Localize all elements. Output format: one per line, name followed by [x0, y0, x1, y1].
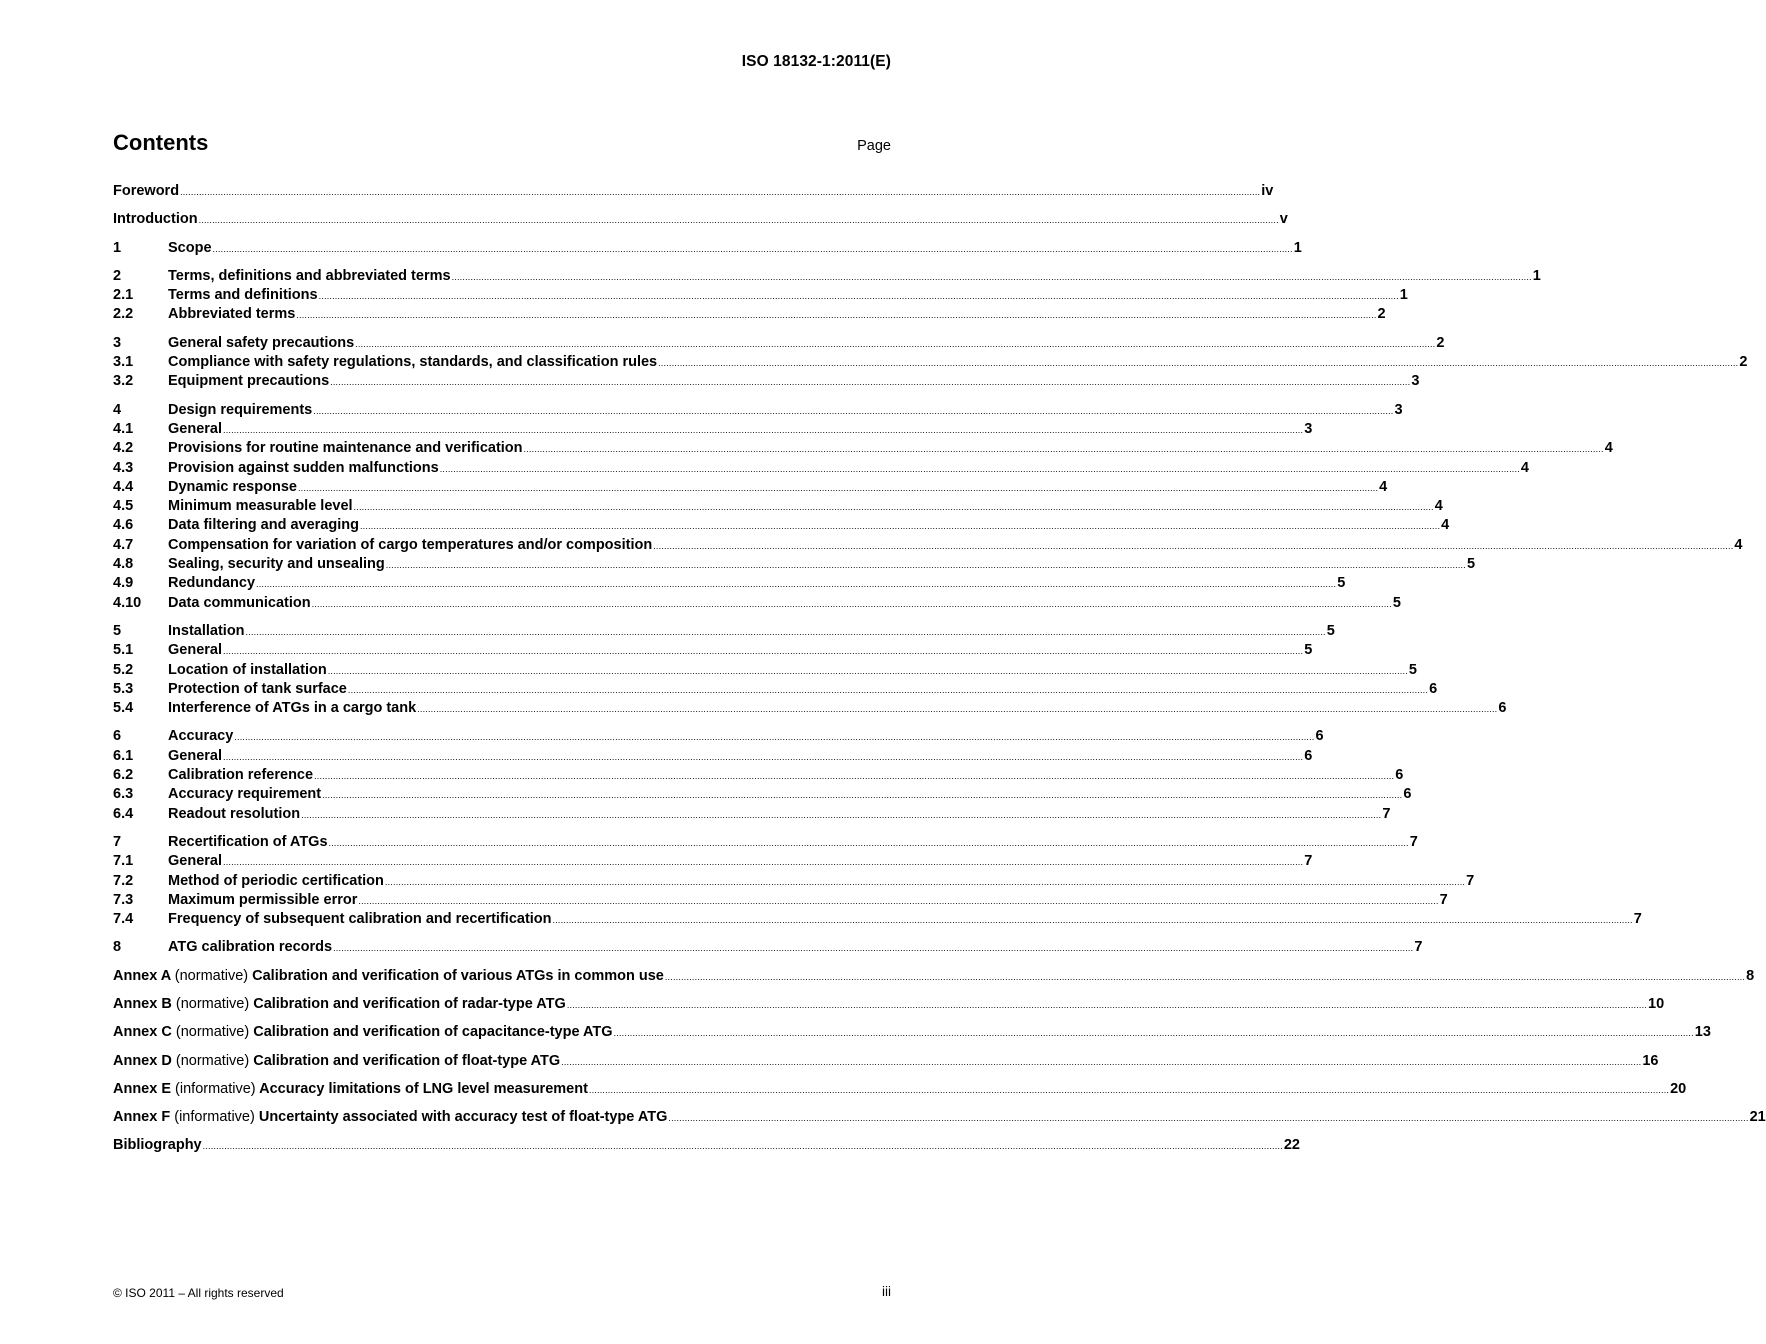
- toc-entry-number: 7.4: [113, 911, 134, 928]
- annex-label: Annex B: [113, 995, 172, 1012]
- toc-entry-page: 7: [1439, 891, 1448, 908]
- toc-entry-page: 3: [1411, 373, 1420, 390]
- dot-leader: ................................................................................................................................................................................................................................................................................................................................................................................................................: [385, 560, 1466, 571]
- toc-entry-page: 4: [1604, 440, 1613, 457]
- toc-entry-title-text: Calibration reference: [168, 767, 314, 784]
- toc-entry-page: 10: [1648, 995, 1665, 1012]
- toc-entry-title: [168, 305, 295, 324]
- dot-leader: ................................................................................................................................................................................................................................................................................................................................................................................................................: [180, 187, 1261, 197]
- dot-leader: ................................................................................................................................................................................................................................................................................................................................................................................................................: [588, 1084, 1670, 1095]
- toc-entry-title: [168, 641, 222, 660]
- dot-leader: ................................................................................................................................................................................................................................................................................................................................................................................................................: [311, 598, 1392, 609]
- toc-entry-page: 4: [1441, 517, 1450, 534]
- toc-entry[interactable]: [113, 995, 1665, 1014]
- toc-entry[interactable]: [113, 747, 1313, 766]
- toc-entry[interactable]: [113, 805, 1391, 824]
- toc-entry-title: [113, 182, 179, 201]
- toc-entry-number: 2.2: [113, 306, 134, 323]
- toc-entry-title: [168, 938, 332, 957]
- toc-entry-number: 3.2: [113, 373, 134, 390]
- annex-title: Calibration and verification of radar-type ATG: [253, 995, 566, 1012]
- toc-entry-title-text: Foreword: [113, 183, 180, 199]
- toc-entry-number: 5: [113, 622, 122, 639]
- annex-title: Uncertainty associated with accuracy test of float-type ATG: [258, 1109, 668, 1126]
- toc-entry-page: 6: [1315, 728, 1324, 745]
- toc-entry-title-text: General: [168, 420, 222, 437]
- toc-entry-title: [113, 210, 198, 229]
- toc-entry-title: [168, 747, 222, 766]
- toc-entry[interactable]: [113, 910, 1642, 929]
- toc-entry-number: 5.1: [113, 642, 134, 659]
- toc-entry-number: 7: [113, 833, 122, 850]
- toc-entry-number: 4.8: [113, 556, 134, 573]
- toc-entry-page: 7: [1414, 939, 1423, 956]
- toc-entry-number: 6.2: [113, 767, 134, 784]
- toc-entry-title: [168, 872, 384, 891]
- table-of-contents: [113, 182, 1766, 1156]
- annex-type: (normative): [175, 1052, 250, 1069]
- toc-entry[interactable]: [113, 1023, 1711, 1042]
- dot-leader: ................................................................................................................................................................................................................................................................................................................................................................................................................: [566, 999, 1648, 1010]
- toc-entry-title: [168, 516, 359, 535]
- toc-entry-title: [113, 1052, 560, 1071]
- toc-entry[interactable]: [113, 727, 1324, 746]
- toc-entry-title: [168, 401, 312, 420]
- toc-entry-page: 5: [1326, 622, 1335, 639]
- toc-entry-page: 5: [1337, 575, 1346, 592]
- toc-entry-title-text: Data filtering and averaging: [168, 517, 359, 534]
- toc-entry-number: 5.2: [113, 661, 134, 678]
- toc-entry-title: [168, 852, 222, 871]
- toc-entry-page: 8: [1746, 967, 1755, 984]
- toc-entry-title: [168, 766, 313, 785]
- toc-entry-page: v: [1279, 211, 1288, 228]
- toc-entry-number: 4.3: [113, 459, 134, 476]
- bibliography-title: Bibliography: [113, 1137, 202, 1154]
- page-number: iii: [882, 1284, 891, 1299]
- toc-entry-title: [168, 785, 321, 804]
- dot-leader: ................................................................................................................................................................................................................................................................................................................................................................................................................: [223, 857, 1304, 868]
- toc-entry[interactable]: [113, 872, 1475, 891]
- toc-entry-title-text: Interference of ATGs in a cargo tank: [168, 700, 417, 717]
- copyright-notice: © ISO 2011 – All rights reserved: [113, 1286, 284, 1300]
- dot-leader: ................................................................................................................................................................................................................................................................................................................................................................................................................: [313, 405, 1394, 416]
- toc-entry[interactable]: [113, 372, 1420, 391]
- toc-entry-page: 6: [1304, 747, 1313, 764]
- annex-title: Accuracy limitations of LNG level measurement: [259, 1080, 588, 1097]
- toc-entry[interactable]: [113, 1080, 1687, 1099]
- dot-leader: ................................................................................................................................................................................................................................................................................................................................................................................................................: [234, 732, 1315, 743]
- annex-title: Calibration and verification of various ATGs in common use: [252, 967, 664, 984]
- toc-entry-title-text: Compliance with safety regulations, standards, and classification rules: [168, 354, 658, 371]
- toc-entry-page: 7: [1633, 911, 1642, 928]
- toc-entry-title: [168, 805, 300, 824]
- annex-label: Annex E: [113, 1080, 172, 1097]
- toc-entry[interactable]: [113, 478, 1388, 497]
- toc-entry[interactable]: [113, 334, 1445, 353]
- toc-entry-page: 5: [1466, 556, 1476, 573]
- toc-entry-title: [168, 439, 523, 458]
- toc-entry[interactable]: [113, 286, 1408, 305]
- toc-entry-title-text: Abbreviated terms: [168, 306, 296, 323]
- toc-entry-number: 4.7: [113, 536, 134, 553]
- toc-entry-page: 6: [1403, 786, 1412, 803]
- toc-entry[interactable]: [113, 439, 1613, 458]
- toc-entry-title: [168, 497, 353, 516]
- dot-leader: ................................................................................................................................................................................................................................................................................................................................................................................................................: [297, 482, 1379, 493]
- toc-entry-title-text: Provision against sudden malfunctions: [168, 459, 439, 476]
- toc-entry-title: [113, 1108, 667, 1127]
- dot-leader: ................................................................................................................................................................................................................................................................................................................................................................................................................: [198, 215, 1279, 226]
- toc-entry[interactable]: [113, 594, 1401, 613]
- dot-leader: ................................................................................................................................................................................................................................................................................................................................................................................................................: [451, 271, 1532, 282]
- toc-entry-page: 16: [1642, 1052, 1659, 1069]
- toc-entry-page: 1: [1399, 287, 1408, 304]
- toc-entry-number: 4.9: [113, 575, 134, 592]
- toc-entry-title: [168, 478, 297, 497]
- toc-entry-title-text: Location of installation: [168, 661, 327, 678]
- dot-leader: ................................................................................................................................................................................................................................................................................................................................................................................................................: [353, 502, 1434, 513]
- toc-entry-page: 4: [1379, 478, 1388, 495]
- toc-entry-page: 2: [1436, 334, 1445, 351]
- toc-entry-title-text: General safety precautions: [168, 334, 355, 351]
- toc-entry[interactable]: [113, 555, 1476, 574]
- toc-entry[interactable]: [113, 833, 1418, 852]
- toc-entry-number: 1: [113, 239, 122, 256]
- toc-entry[interactable]: [113, 305, 1386, 324]
- annex-type: (informative): [174, 1109, 255, 1126]
- annex-title: Calibration and verification of capacitance-type ATG: [253, 1024, 613, 1041]
- toc-entry[interactable]: [113, 1052, 1659, 1071]
- toc-entry[interactable]: [113, 641, 1313, 660]
- toc-entry-page: 4: [1734, 536, 1743, 553]
- toc-entry-title: [168, 891, 357, 910]
- toc-entry[interactable]: [113, 239, 1302, 258]
- toc-entry[interactable]: [113, 353, 1748, 372]
- toc-entry-title-text: Equipment precautions: [168, 373, 330, 390]
- dot-leader: ................................................................................................................................................................................................................................................................................................................................................................................................................: [552, 915, 1633, 926]
- annex-type: (normative): [175, 995, 250, 1012]
- dot-leader: ................................................................................................................................................................................................................................................................................................................................................................................................................: [658, 358, 1739, 369]
- toc-entry-number: 3.1: [113, 354, 134, 371]
- dot-leader: ................................................................................................................................................................................................................................................................................................................................................................................................................: [347, 684, 1429, 695]
- toc-entry-number: 6: [113, 728, 122, 745]
- dot-leader: ................................................................................................................................................................................................................................................................................................................................................................................................................: [523, 444, 1604, 455]
- dot-leader: ................................................................................................................................................................................................................................................................................................................................................................................................................: [330, 377, 1411, 388]
- toc-entry[interactable]: [113, 459, 1529, 478]
- toc-entry-title: [168, 459, 439, 478]
- toc-entry-title-text: Redundancy: [168, 575, 256, 592]
- toc-entry-number: 3: [113, 334, 122, 351]
- toc-entry-page: 7: [1304, 853, 1313, 870]
- annex-type: (informative): [175, 1080, 256, 1097]
- dot-leader: ................................................................................................................................................................................................................................................................................................................................................................................................................: [664, 971, 1746, 982]
- toc-entry-number: 4.10: [113, 594, 142, 611]
- dot-leader: ................................................................................................................................................................................................................................................................................................................................................................................................................: [359, 521, 1441, 532]
- toc-entry-title-text: General: [168, 642, 222, 659]
- document-identifier: ISO 18132-1:2011(E): [741, 53, 891, 70]
- toc-entry-title: [168, 372, 329, 391]
- toc-entry[interactable]: [113, 766, 1404, 785]
- toc-entry[interactable]: [113, 967, 1755, 986]
- toc-entry-title-text: Scope: [168, 239, 212, 256]
- toc-entry-page: 5: [1392, 594, 1401, 611]
- toc-entry-title: [168, 267, 451, 286]
- toc-entry-title-text: Dynamic response: [168, 478, 297, 495]
- toc-entry[interactable]: [113, 785, 1412, 804]
- toc-entry[interactable]: [113, 1136, 1300, 1155]
- toc-entry-page: 7: [1409, 833, 1418, 850]
- toc-entry-title-text: Sealing, security and unsealing: [168, 556, 385, 573]
- toc-entry-number: 4.6: [113, 517, 134, 534]
- dot-leader: ................................................................................................................................................................................................................................................................................................................................................................................................................: [245, 626, 1326, 637]
- toc-entry-page: 3: [1304, 420, 1313, 437]
- toc-entry-title-text: General: [168, 853, 222, 870]
- toc-entry[interactable]: [113, 536, 1743, 555]
- toc-entry-title-text: Method of periodic certification: [168, 872, 384, 889]
- annex-label: Annex C: [113, 1024, 172, 1041]
- dot-leader: ................................................................................................................................................................................................................................................................................................................................................................................................................: [202, 1141, 1283, 1152]
- dot-leader: ................................................................................................................................................................................................................................................................................................................................................................................................................: [653, 540, 1734, 551]
- toc-entry-number: 4: [113, 401, 122, 418]
- toc-entry[interactable]: [113, 267, 1541, 286]
- toc-entry-title: [168, 555, 385, 574]
- annex-label: Annex D: [113, 1052, 172, 1069]
- toc-entry[interactable]: [113, 497, 1443, 516]
- toc-entry-title-text: Minimum measurable level: [168, 498, 353, 515]
- toc-entry-page: 13: [1694, 1024, 1711, 1041]
- toc-entry[interactable]: [113, 182, 1274, 201]
- toc-entry-title-text: Provisions for routine maintenance and verification: [168, 440, 523, 457]
- toc-entry-number: 4.1: [113, 420, 134, 437]
- toc-entry-page: 5: [1304, 642, 1313, 659]
- toc-entry[interactable]: [113, 516, 1450, 535]
- toc-entry-title-text: Protection of tank surface: [168, 680, 347, 697]
- toc-entry-page: 1: [1293, 239, 1302, 256]
- toc-entry-page: 2: [1377, 306, 1386, 323]
- toc-entry-title-text: Frequency of subsequent calibration and recertification: [168, 911, 552, 928]
- annex-label: Annex A: [113, 967, 171, 984]
- toc-entry-page: 6: [1498, 700, 1507, 717]
- toc-entry-title: [168, 699, 416, 718]
- annex-type: (normative): [174, 967, 249, 984]
- toc-entry-title: [113, 1080, 588, 1099]
- toc-entry[interactable]: [113, 210, 1288, 229]
- toc-entry[interactable]: [113, 891, 1448, 910]
- toc-entry[interactable]: [113, 661, 1417, 680]
- dot-leader: ................................................................................................................................................................................................................................................................................................................................................................................................................: [333, 943, 1414, 954]
- toc-entry-page: 7: [1382, 805, 1391, 822]
- dot-leader: ................................................................................................................................................................................................................................................................................................................................................................................................................: [212, 243, 1293, 254]
- toc-entry-number: 4.5: [113, 498, 134, 515]
- toc-entry-title: [168, 594, 311, 613]
- toc-entry-title-text: Design requirements: [168, 401, 313, 418]
- toc-entry-title-text: Introduction: [113, 211, 198, 228]
- dot-leader: ................................................................................................................................................................................................................................................................................................................................................................................................................: [384, 876, 1466, 887]
- annex-type: (normative): [175, 1024, 250, 1041]
- toc-entry-number: 7.2: [113, 872, 134, 889]
- toc-entry-title-text: ATG calibration records: [168, 939, 333, 956]
- toc-entry-title-text: Maximum permissible error: [168, 891, 358, 908]
- toc-entry-page: 4: [1434, 498, 1443, 515]
- toc-entry-page: 7: [1466, 872, 1475, 889]
- toc-entry-number: 2.1: [113, 287, 134, 304]
- dot-leader: ................................................................................................................................................................................................................................................................................................................................................................................................................: [417, 704, 1498, 715]
- toc-entry-title: [113, 995, 566, 1014]
- dot-leader: ................................................................................................................................................................................................................................................................................................................................................................................................................: [223, 646, 1304, 657]
- toc-entry[interactable]: [113, 622, 1335, 641]
- dot-leader: ................................................................................................................................................................................................................................................................................................................................................................................................................: [256, 579, 1337, 590]
- toc-entry-number: 4.2: [113, 440, 134, 457]
- annex-label: Annex F: [113, 1109, 171, 1126]
- toc-entry-title: [168, 833, 328, 852]
- toc-entry-title-text: Accuracy: [168, 728, 234, 745]
- toc-entry-title: [168, 661, 327, 680]
- page-title: Contents: [113, 130, 209, 155]
- toc-entry-title-text: Readout resolution: [168, 805, 301, 822]
- toc-entry-number: 7.3: [113, 891, 134, 908]
- toc-entry-number: 8: [113, 939, 122, 956]
- toc-entry-page: 6: [1395, 767, 1404, 784]
- toc-entry-title: [168, 574, 255, 593]
- dot-leader: ................................................................................................................................................................................................................................................................................................................................................................................................................: [561, 1056, 1642, 1067]
- toc-entry[interactable]: [113, 1108, 1766, 1127]
- toc-entry-title: [168, 727, 233, 746]
- dot-leader: ................................................................................................................................................................................................................................................................................................................................................................................................................: [358, 895, 1439, 906]
- dot-leader: ................................................................................................................................................................................................................................................................................................................................................................................................................: [223, 751, 1304, 762]
- toc-entry-title-text: Compensation for variation of cargo temperatures and/or composition: [168, 536, 653, 553]
- toc-entry-title: [168, 334, 354, 353]
- dot-leader: ................................................................................................................................................................................................................................................................................................................................................................................................................: [301, 809, 1382, 820]
- toc-entry-page: 4: [1520, 459, 1529, 476]
- dot-leader: ................................................................................................................................................................................................................................................................................................................................................................................................................: [328, 837, 1409, 848]
- toc-entry-title: [168, 239, 212, 258]
- toc-entry-number: 4.4: [113, 478, 134, 495]
- toc-entry-page: iv: [1261, 183, 1274, 199]
- toc-entry[interactable]: [113, 420, 1313, 439]
- toc-entry-title: [168, 910, 552, 929]
- toc-entry-title: [168, 353, 657, 372]
- toc-entry-title: [113, 1023, 613, 1042]
- toc-entry-title: [113, 967, 664, 986]
- toc-entry-page: 21: [1749, 1109, 1766, 1126]
- annex-title: Calibration and verification of float-type ATG: [253, 1052, 561, 1069]
- toc-entry-title: [168, 622, 245, 641]
- toc-entry-page: 1: [1532, 267, 1541, 284]
- toc-entry-number: 7.1: [113, 853, 134, 870]
- toc-entry-number: 6.4: [113, 805, 134, 822]
- toc-entry-title: [113, 1136, 202, 1155]
- dot-leader: ................................................................................................................................................................................................................................................................................................................................................................................................................: [223, 424, 1304, 435]
- toc-entry-title-text: Accuracy requirement: [168, 786, 322, 803]
- dot-leader: ................................................................................................................................................................................................................................................................................................................................................................................................................: [327, 665, 1408, 676]
- toc-entry-number: 2: [113, 267, 122, 284]
- dot-leader: ................................................................................................................................................................................................................................................................................................................................................................................................................: [439, 463, 1520, 474]
- dot-leader: ................................................................................................................................................................................................................................................................................................................................................................................................................: [296, 310, 1377, 321]
- toc-entry[interactable]: [113, 574, 1346, 593]
- toc-entry-page: 3: [1394, 401, 1403, 418]
- toc-entry-page: 2: [1739, 354, 1748, 371]
- page-column-label: Page: [857, 138, 891, 154]
- toc-entry[interactable]: [113, 680, 1438, 699]
- toc-entry-number: 5.3: [113, 680, 134, 697]
- toc-entry-title-text: Terms and definitions: [168, 287, 318, 304]
- toc-entry-page: 5: [1408, 661, 1417, 678]
- toc-entry-title: [168, 680, 347, 699]
- dot-leader: ................................................................................................................................................................................................................................................................................................................................................................................................................: [613, 1028, 1694, 1039]
- toc-entry-number: 5.4: [113, 700, 134, 717]
- toc-entry-title-text: Data communication: [168, 594, 311, 611]
- dot-leader: ................................................................................................................................................................................................................................................................................................................................................................................................................: [314, 771, 1395, 782]
- toc-entry[interactable]: [113, 699, 1507, 718]
- toc-entry-title: [168, 286, 318, 305]
- toc-entry[interactable]: [113, 938, 1423, 957]
- toc-entry-number: 6.3: [113, 786, 134, 803]
- toc-entry[interactable]: [113, 401, 1403, 420]
- dot-leader: ................................................................................................................................................................................................................................................................................................................................................................................................................: [322, 790, 1403, 801]
- toc-entry[interactable]: [113, 852, 1313, 871]
- dot-leader: ................................................................................................................................................................................................................................................................................................................................................................................................................: [668, 1113, 1749, 1124]
- toc-entry-title-text: General: [168, 747, 222, 764]
- toc-entry-page: 6: [1429, 680, 1438, 697]
- toc-entry-title: [168, 420, 222, 439]
- toc-entry-title: [168, 536, 652, 555]
- toc-entry-page: 22: [1283, 1137, 1300, 1154]
- toc-entry-title-text: Installation: [168, 622, 245, 639]
- toc-entry-title-text: Recertification of ATGs: [168, 833, 328, 850]
- toc-entry-number: 6.1: [113, 747, 134, 764]
- dot-leader: ................................................................................................................................................................................................................................................................................................................................................................................................................: [318, 291, 1399, 302]
- toc-entry-title-text: Terms, definitions and abbreviated terms: [168, 267, 451, 284]
- toc-entry-page: 20: [1670, 1080, 1687, 1097]
- dot-leader: ................................................................................................................................................................................................................................................................................................................................................................................................................: [355, 338, 1436, 349]
